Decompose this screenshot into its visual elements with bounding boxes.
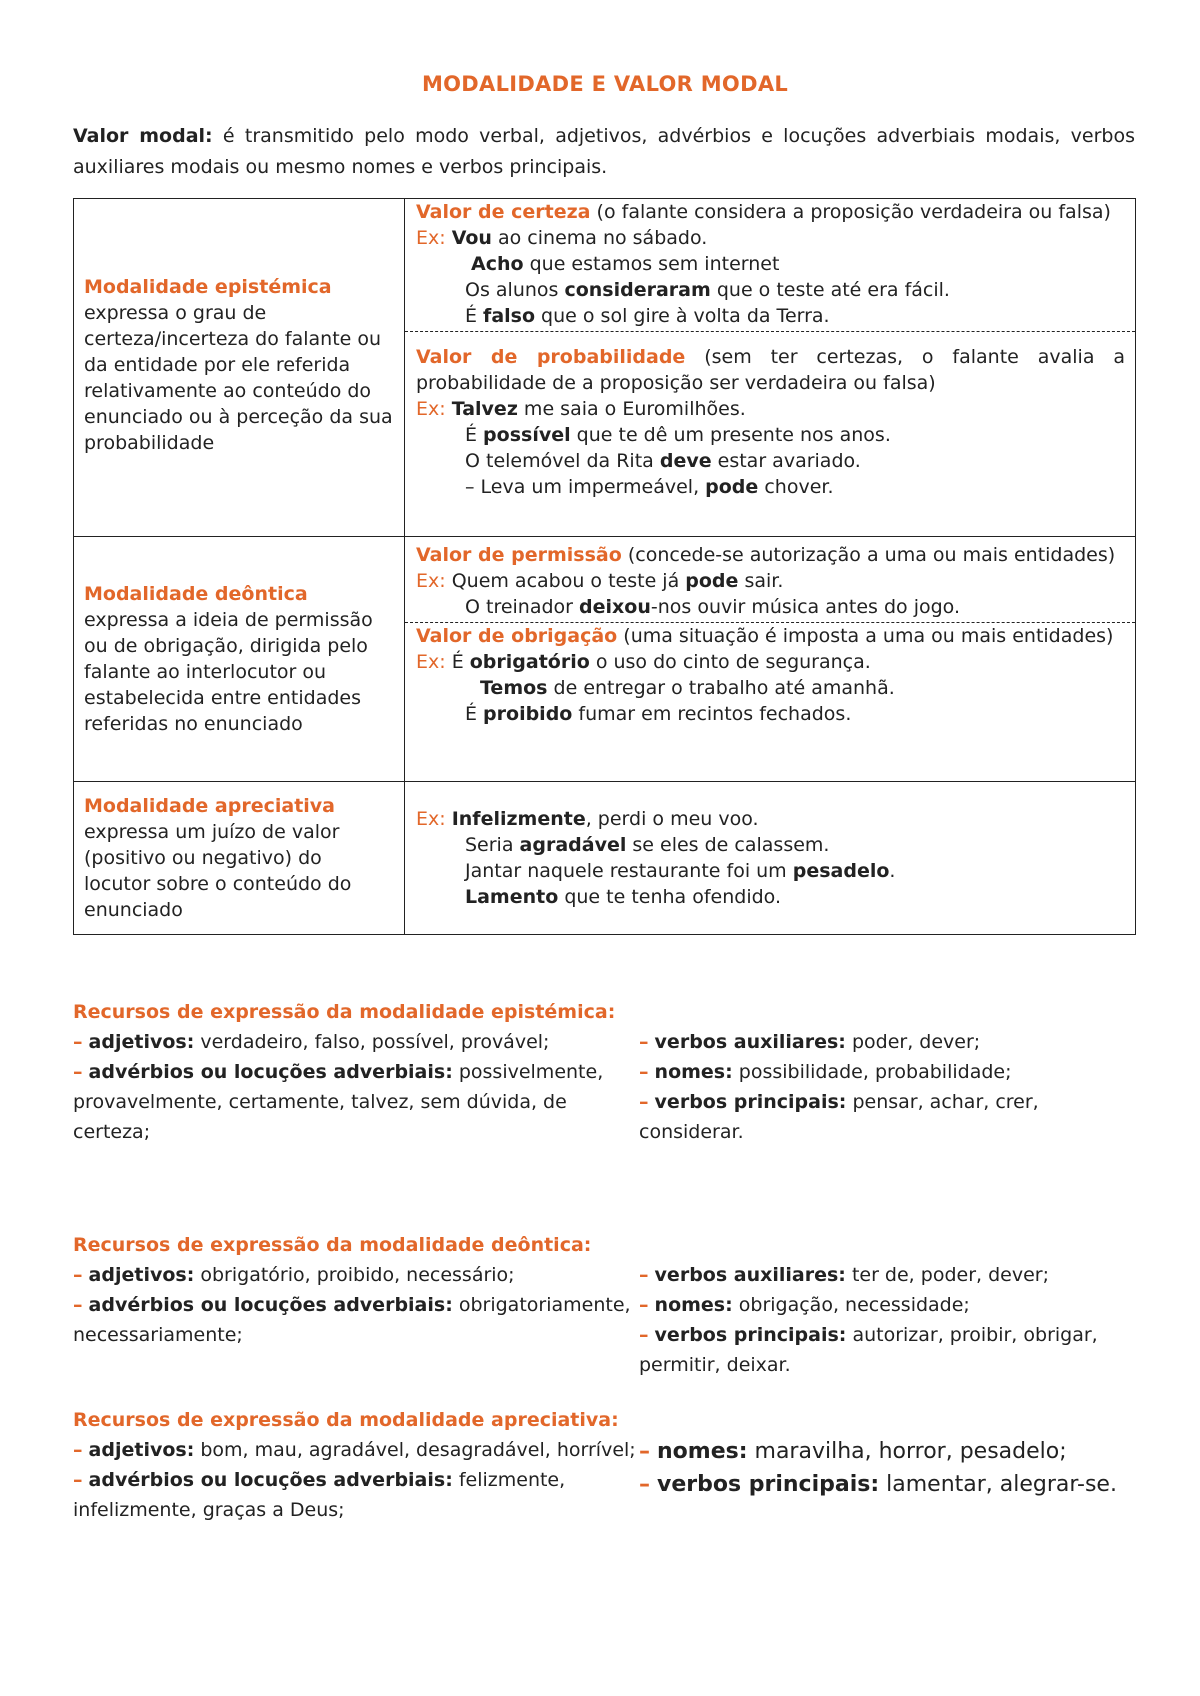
obrigacao-example: É proibido fumar em recintos fechados.	[465, 703, 852, 725]
permissao-block: Valor de permissão (concede-se autorização a uma ou mais entidades) Ex: Quem acabou o teste já pode sair. O treinador deixou-nos ouvir música antes do jogo.	[405, 537, 1135, 622]
certeza-title: Valor de certeza	[416, 201, 591, 223]
apreciativa-cell	[74, 782, 405, 935]
resources-right-column	[639, 1435, 1138, 1525]
obrigacao-block: Valor de obrigação (uma situação é imposta a uma ou mais entidades) Ex: É obrigatório o uso do cinto de segurança. Temos de entregar o trabalho até amanhã. É proibido fumar em recintos fechados.	[405, 623, 1135, 729]
permissao-desc: (concede-se autorização a uma ou mais entidades)	[621, 544, 1116, 566]
permissao-example: O treinador deixou-nos ouvir música antes do jogo.	[465, 596, 961, 618]
epistemica-values-cell	[405, 199, 1136, 537]
resources-right-column	[639, 1027, 1138, 1147]
epistemica-cell	[74, 199, 405, 537]
resources-deontica	[73, 1230, 1138, 1380]
table-row-deontica	[74, 537, 1136, 782]
apreciativa-description: expressa um juízo de valor (positivo ou negativo) do locutor sobre o conteúdo do enunciado	[84, 821, 352, 921]
epistemica-name: Modalidade epistémica	[84, 275, 332, 298]
apreciativa-example: Seria agradável se eles de calassem.	[465, 834, 830, 856]
page-title: MODALIDADE E VALOR MODAL	[421, 72, 789, 96]
deontica-values-cell	[405, 537, 1136, 782]
resources-left-column	[73, 1260, 639, 1380]
deontica-description: expressa a ideia de permissão ou de obrigação, dirigida pelo falante ao interlocutor ou estabelecida entre entidades referidas no enunciado	[84, 609, 373, 735]
resource-item: – nomes: possibilidade, probabilidade;	[639, 1061, 1012, 1083]
apreciativa-ex-label: Ex:	[416, 808, 446, 830]
resource-item: – advérbios ou locuções adverbiais: felizmente, infelizmente, graças a Deus;	[73, 1469, 566, 1521]
intro-paragraph	[73, 121, 1135, 183]
probabilidade-example: O telemóvel da Rita deve estar avariado.	[465, 450, 861, 472]
resource-item: – adjetivos: obrigatório, proibido, necessário;	[73, 1264, 515, 1286]
section-heading: Recursos de expressão da modalidade epistémica:	[73, 1001, 616, 1023]
resource-item: – advérbios ou locuções adverbiais: possivelmente, provavelmente, certamente, talvez, sem dúvida, de certeza;	[73, 1061, 604, 1143]
modality-table	[73, 198, 1136, 935]
resource-item: – adjetivos: verdadeiro, falso, possível, provável;	[73, 1031, 550, 1053]
probabilidade-example: É possível que te dê um presente nos anos.	[465, 424, 891, 446]
obrigacao-example: Temos de entregar o trabalho até amanhã.	[480, 677, 895, 699]
permissao-title: Valor de permissão	[416, 544, 622, 566]
certeza-block: Valor de certeza (o falante considera a proposição verdadeira ou falsa) Ex: Vou ao cinema no sábado. Acho que estamos sem internet Os alunos consideraram que o teste até era fácil. É falso que o sol gire à volta da Terra.	[405, 199, 1135, 331]
obrigacao-title: Valor de obrigação	[416, 625, 618, 647]
section-heading: Recursos de expressão da modalidade apreciativa:	[73, 1409, 619, 1431]
resource-item: – adjetivos: bom, mau, agradável, desagradável, horrível;	[73, 1439, 636, 1461]
resource-item: – nomes: obrigação, necessidade;	[639, 1294, 970, 1316]
apreciativa-example: Jantar naquele restaurante foi um pesadelo.	[465, 860, 896, 882]
resource-item: – verbos auxiliares: poder, dever;	[639, 1031, 981, 1053]
intro-label: Valor modal:	[73, 125, 213, 147]
certeza-example: Acho que estamos sem internet	[471, 253, 780, 275]
certeza-example: Os alunos consideraram que o teste até era fácil.	[465, 279, 950, 301]
resources-apreciativa	[73, 1405, 1138, 1525]
apreciativa-example: Lamento que te tenha ofendido.	[465, 886, 782, 908]
obrigacao-ex-label: Ex:	[416, 651, 446, 673]
resource-item: – verbos principais: lamentar, alegrar-se.	[639, 1472, 1117, 1497]
apreciativa-name: Modalidade apreciativa	[84, 795, 336, 817]
apreciativa-values-cell	[405, 782, 1136, 935]
resources-left-column	[73, 1435, 639, 1525]
resource-item: – nomes: maravilha, horror, pesadelo;	[639, 1439, 1067, 1464]
resource-item: – verbos principais: pensar, achar, crer, considerar.	[639, 1091, 1039, 1143]
certeza-desc: (o falante considera a proposição verdadeira ou falsa)	[590, 201, 1111, 223]
table-row-epistemica	[74, 199, 1136, 537]
intro-text: é transmitido pelo modo verbal, adjetivos, advérbios e locuções adverbiais modais, verbos auxiliares modais ou mesmo nomes e verbos principais.	[73, 125, 1136, 178]
probabilidade-example: – Leva um impermeável, pode chover.	[465, 476, 834, 498]
resources-epistemica	[73, 997, 1138, 1147]
probabilidade-block: Valor de probabilidade (sem ter certezas, o falante avalia a probabilidade de a proposição ser verdadeira ou falsa) Ex: Talvez me saia o Euromilhões. É possível que te dê um presente nos anos. O telemóvel da Rita deve estar avariado. – Leva um impermeável, pode chover.	[405, 332, 1135, 508]
table-row-apreciativa	[74, 782, 1136, 935]
probabilidade-ex-label: Ex:	[416, 398, 446, 420]
deontica-cell	[74, 537, 405, 782]
resource-item: – verbos auxiliares: ter de, poder, dever;	[639, 1264, 1049, 1286]
permissao-ex-label: Ex:	[416, 570, 446, 592]
certeza-ex-label: Ex:	[416, 227, 446, 249]
probabilidade-title: Valor de probabilidade	[416, 346, 686, 368]
resources-left-column	[73, 1027, 639, 1147]
certeza-example: É falso que o sol gire à volta da Terra.	[465, 305, 830, 327]
resources-right-column	[639, 1260, 1138, 1380]
probabilidade-desc: (sem ter certezas, o falante avalia a probabilidade de a proposição ser verdadeira ou falsa)	[416, 346, 1125, 394]
resource-item: – verbos principais: autorizar, proibir, obrigar, permitir, deixar.	[639, 1324, 1098, 1376]
apreciativa-block: Ex: Infelizmente, perdi o meu voo. Seria agradável se eles de calassem. Jantar naquele restaurante foi um pesadelo. Lamento que te tenha ofendido.	[405, 782, 1135, 910]
deontica-name: Modalidade deôntica	[84, 583, 308, 605]
epistemica-description: expressa o grau de certeza/incerteza do falante ou da entidade por ele referida relativamente ao conteúdo do enunciado ou à perceção da sua probabilidade	[84, 301, 393, 454]
obrigacao-desc: (uma situação é imposta a uma ou mais entidades)	[617, 625, 1114, 647]
section-heading: Recursos de expressão da modalidade deôntica:	[73, 1234, 592, 1256]
resource-item: – advérbios ou locuções adverbiais: obrigatoriamente, necessariamente;	[73, 1294, 631, 1346]
